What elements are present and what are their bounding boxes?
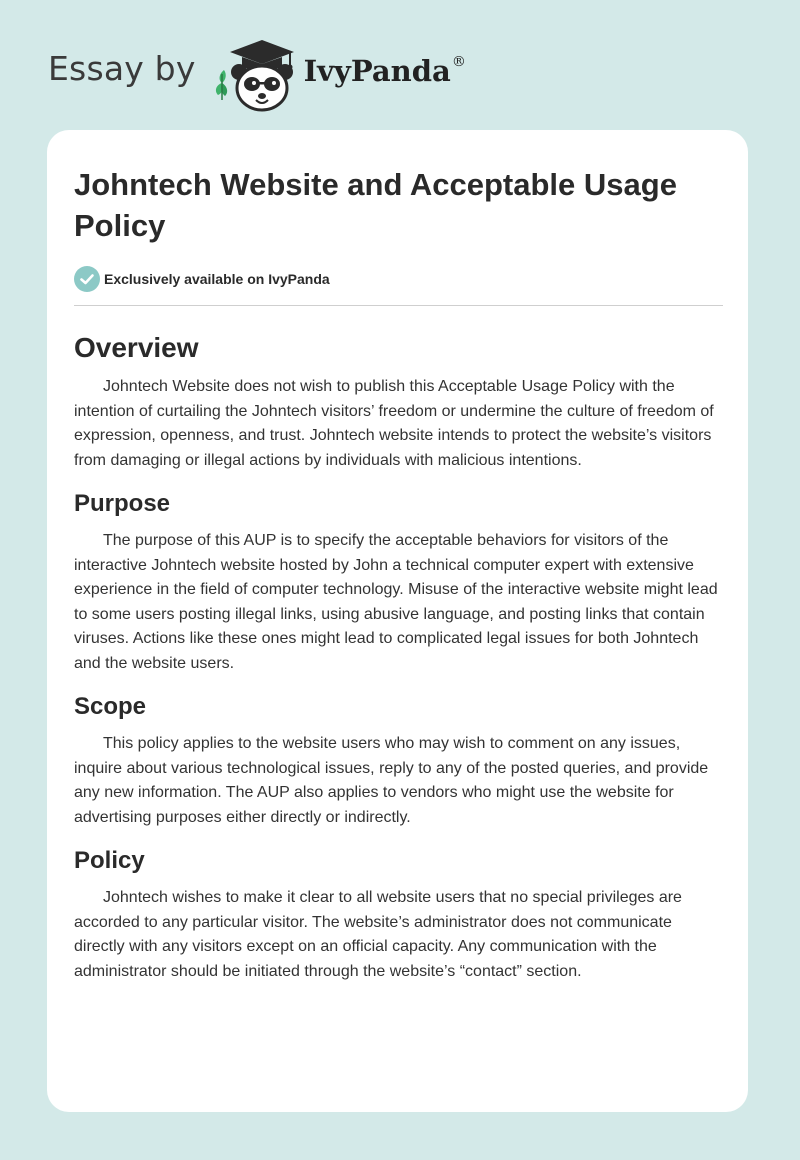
section-heading: Overview [74, 332, 199, 363]
section-heading: Scope [74, 693, 147, 720]
section-paragraph: Johntech wishes to make it clear to all website users that no special privileges are accorded to any particular visitor. The website’s administrator does not communicate directly with any visitors except on an official capacity. Any communication with the administrator should be initiated through the website’s “contact” section. [74, 889, 682, 980]
section-paragraph: Johntech Website does not wish to publish this Acceptable Usage Policy with the intention of curtailing the Johntech visitors’ freedom or undermine the culture of freedom of expression, openness, and trust. Johntech website intends to protect the website’s visitors from damaging or illegal actions by individuals with malicious intentions. [74, 378, 714, 469]
exclusive-label: Exclusively available on IvyPanda [104, 271, 330, 287]
essay-card [47, 130, 748, 1112]
check-circle-icon [74, 266, 100, 292]
section-paragraph: The purpose of this AUP is to specify the acceptable behaviors for visitors of the interactive Johntech website hosted by John a technical computer expert with extensive experience in the field of computer technology. Misuse of the interactive website might lead to some users posting illegal links, using abusive language, and posting links that contain viruses. Actions like these ones might lead to complicated legal issues for both Johntech and the website users. [74, 532, 718, 672]
section-heading: Policy [74, 847, 145, 874]
section-purpose [74, 489, 723, 676]
registered-mark: ® [451, 54, 466, 71]
section-heading: Purpose [74, 490, 171, 517]
title-divider [74, 305, 723, 306]
section-scope [74, 692, 723, 830]
essay-content [74, 164, 723, 984]
ivy-leaf-icon [215, 70, 226, 100]
essay-title: Johntech Website and Acceptable Usage Policy [74, 167, 677, 243]
section-paragraph: This policy applies to the website users who may wish to comment on any issues, inquire about various technological issues, reply to any of the posted queries, and provide any new information. The AUP also applies to vendors who might use the website for advertising purposes either directly or indirectly. [74, 735, 709, 826]
site-header [48, 34, 466, 114]
section-overview [74, 331, 723, 473]
section-policy [74, 846, 723, 984]
brand-name[interactable] [304, 54, 466, 88]
exclusive-badge [74, 266, 723, 292]
ivypanda-logo-icon[interactable] [210, 34, 300, 114]
brand-text: IvyPanda [303, 54, 451, 88]
essay-by-label: Essay by [48, 48, 196, 88]
